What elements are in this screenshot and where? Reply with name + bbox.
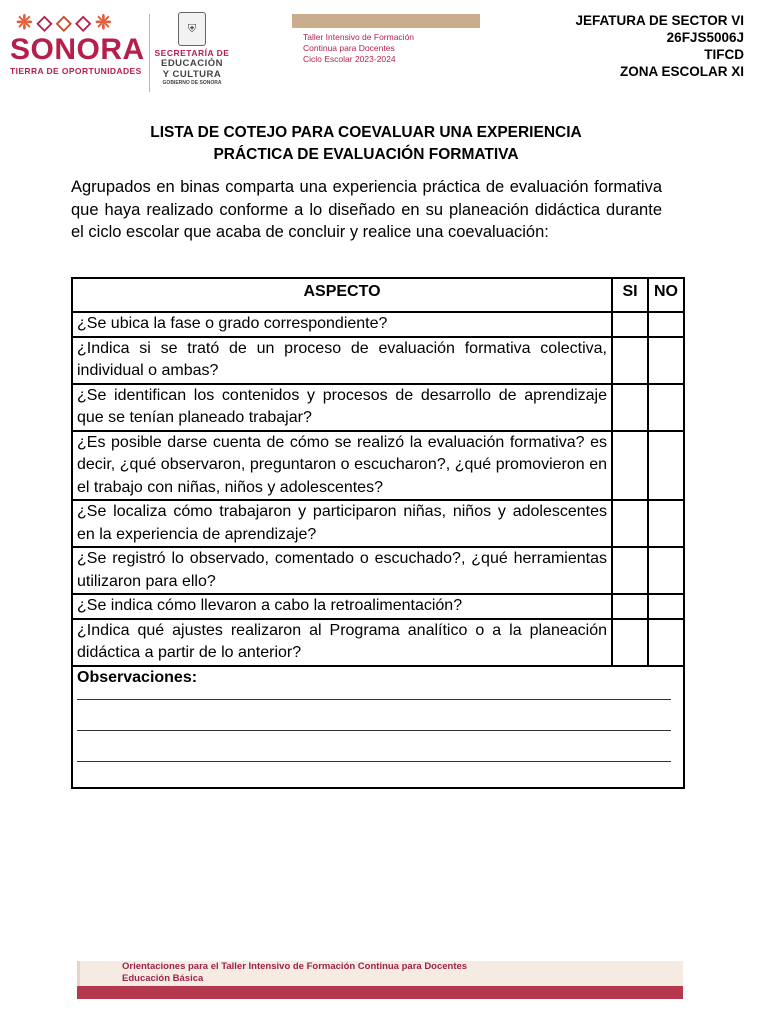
ornament-icon: ◇ [75,12,91,34]
aspect-text: ¿Indica qué ajustes realizaron al Programa analítico o a la planeación didáctica a partir de lo anterior? [72,619,612,666]
table-header-row [72,278,684,312]
observaciones-label: Observaciones: [77,668,198,686]
jefatura-line-2: 26FJS5006J [666,30,744,45]
table-row [72,384,684,431]
no-checkbox-cell[interactable] [648,384,684,431]
sonora-tagline: TIERRA DE OPORTUNIDADES [10,66,142,76]
intro-paragraph: Agrupados en binas comparta una experiencia práctica de evaluación formativa que haya realizado conforme a lo diseñado en su planeación didáctica durante el ciclo escolar que acaba de concluir y realice una coevaluación: [71,178,662,241]
document-title [70,122,662,166]
observaciones-cell[interactable] [72,666,684,788]
taller-line-3: Ciclo Escolar 2023-2024 [303,54,396,64]
gobierno-label: GOBIERNO DE SONORA [162,80,222,86]
secretaria-logo [152,12,232,92]
si-checkbox-cell[interactable] [612,337,648,384]
aspect-text: ¿Se indica cómo llevaron a cabo la retroalimentación? [72,594,612,619]
no-checkbox-cell[interactable] [648,312,684,337]
ornament-icon: ❈ [16,12,33,34]
si-checkbox-cell[interactable] [612,384,648,431]
taller-line-2: Continua para Docentes [303,43,395,53]
no-checkbox-cell[interactable] [648,337,684,384]
sonora-logo [10,12,145,88]
ornament-icon: ◇ [36,12,53,34]
no-checkbox-cell[interactable] [648,431,684,501]
sonora-ornaments [16,12,142,34]
no-checkbox-cell[interactable] [648,619,684,666]
secretaria-line-1: SECRETARÍA DE [154,48,230,58]
si-checkbox-cell[interactable] [612,619,648,666]
aspect-text: ¿Se ubica la fase o grado correspondiente? [72,312,612,337]
si-checkbox-cell[interactable] [612,594,648,619]
no-checkbox-cell[interactable] [648,547,684,594]
aspect-text: ¿Se localiza cómo trabajaron y participaron niñas, niños y adolescentes en la experiencia de aprendizaje? [72,500,612,547]
checklist-table [71,277,685,789]
jefatura-line-1: JEFATURA DE SECTOR VI [575,13,744,28]
footer-line-2: Educación Básica [122,973,204,984]
observaciones-line[interactable] [77,689,671,700]
page-footer [77,961,683,999]
footer-line-1: Orientaciones para el Taller Intensivo de Formación Continua para Docentes [122,961,468,972]
taller-heading [303,32,414,65]
no-checkbox-cell[interactable] [648,500,684,547]
aspect-text: ¿Se identifican los contenidos y procesos de desarrollo de aprendizaje que se tenían planeado trabajar? [72,384,612,431]
taller-line-1: Taller Intensivo de Formación [303,32,415,42]
jefatura-block [575,12,744,80]
title-line-1: LISTA DE COTEJO PARA COEVALUAR UNA EXPERIENCIA [150,124,582,141]
table-row [72,547,684,594]
observaciones-line[interactable] [77,731,671,762]
table-row [72,500,684,547]
header-divider [149,14,150,92]
secretaria-line-2: EDUCACIÓN [160,58,224,69]
table-row [72,312,684,337]
header-tan-bar [292,14,480,28]
table-row [72,337,684,384]
ornament-icon: ◇ [56,12,72,34]
secretaria-line-3: Y CULTURA [162,69,222,80]
table-row [72,431,684,501]
si-checkbox-cell[interactable] [612,547,648,594]
title-line-2: PRÁCTICA DE EVALUACIÓN FORMATIVA [213,146,519,163]
aspect-text: ¿Se registró lo observado, comentado o escuchado?, ¿qué herramientas utilizaron para ello? [72,547,612,594]
table-row [72,619,684,666]
jefatura-line-3: TIFCD [704,47,744,62]
si-checkbox-cell[interactable] [612,431,648,501]
sonora-wordmark: SONORA [10,33,145,66]
observaciones-row [72,666,684,788]
aspect-text: ¿Es posible darse cuenta de cómo se realizó la evaluación formativa? es decir, ¿qué observaron, preguntaron o escucharon?, ¿qué promovieron en el trabajo con niñas, niños y adolescentes? [72,431,612,501]
header-no: NO [648,278,684,312]
header-si: SI [612,278,648,312]
table-row [72,594,684,619]
si-checkbox-cell[interactable] [612,500,648,547]
coat-of-arms-icon: ⛨ [178,12,206,46]
ornament-icon: ❈ [94,12,112,34]
footer-band [77,961,683,986]
si-checkbox-cell[interactable] [612,312,648,337]
header-aspecto: ASPECTO [72,278,612,312]
aspect-text: ¿Indica si se trató de un proceso de evaluación formativa colectiva, individual o ambas? [72,337,612,384]
observaciones-line[interactable] [77,700,671,731]
footer-red-bar [77,986,683,999]
jefatura-line-4: ZONA ESCOLAR XI [619,64,744,79]
no-checkbox-cell[interactable] [648,594,684,619]
